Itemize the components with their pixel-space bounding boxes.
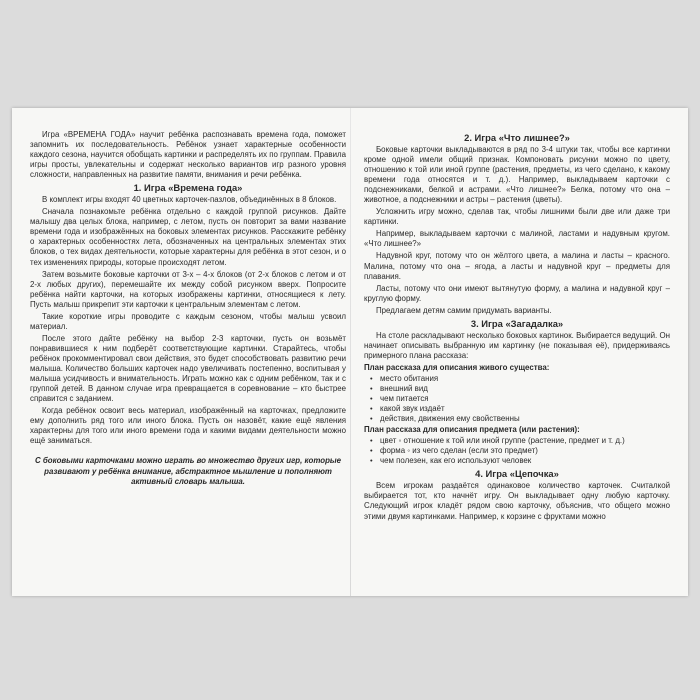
closing-note: С боковыми карточками можно играть во множество других игр, которые развивают у ребёнка внимание, абстрактное мышление и пополняют активный словарь малыша. — [34, 456, 342, 486]
game-2-paragraph-6: Предлагаем детям самим придумать варианты. — [376, 305, 552, 315]
plan-2-item — [364, 456, 670, 466]
plan-1-item-text: место обитания — [380, 373, 439, 383]
game-3-title: 3. Игра «Загадалка» — [470, 317, 564, 329]
plan-1-item-text: действия, движения ему свойственны — [380, 414, 520, 424]
game-4-paragraph-1: Всем игрокам раздаётся одинаковое количество карточек. Считалкой выбирается тот, кто начнёт игру. Он выкладывает одну любую карточку. Следующий игрок кладёт рядом свою карточку, объяснив, что общего можно этими двумя картинками. Например, к корзине с фруктами можно — [364, 481, 670, 521]
intro-paragraph: Игра «ВРЕМЕНА ГОДА» научит ребёнка распознавать времена года, поможет запомнить их последовательность. Ребёнок узнает характерные особенности каждого сезона, научится обобщать картинки и распределять их по группам. Правила игры просты, увлекательны и содержат несколько вариантов игр разного уровня сложности, направленных на развитие памяти, внимания и речи ребёнка. — [30, 130, 346, 180]
booklet-page — [12, 108, 688, 596]
bullet-icon: • — [370, 436, 373, 446]
game-2-title: 2. Игра «Что лишнее?» — [464, 132, 570, 143]
game-1-paragraph-6: Когда ребёнок освоит весь материал, изображённый на карточках, предложите ему дополнить ряд того или иного блока. Пусть он назовёт, какие ещё явления характерны для того или иного времени года и какими видами деятельности можно ещё заниматься. — [30, 406, 346, 446]
bullet-icon: • — [370, 394, 373, 404]
plan-1-item — [364, 414, 670, 424]
bullet-icon: • — [370, 414, 373, 424]
game-1-title: 1. Игра «Времена года» — [133, 182, 243, 194]
plan-2-item-text: форма ◦ из чего сделан (если это предмет) — [380, 446, 538, 456]
bullet-icon: • — [370, 446, 373, 456]
plan-1-item — [364, 374, 670, 384]
right-column — [364, 130, 670, 524]
game-2-paragraph-4: Надувной круг, потому что он жёлтого цвета, а малина и ласты – красного. Малина, потому что она – ягода, а ласты и надувной круг – предметы для плавания. — [364, 251, 670, 281]
plan-2-item — [364, 446, 670, 456]
bullet-icon: • — [370, 404, 373, 414]
left-column — [30, 130, 346, 489]
page-fold — [350, 108, 351, 596]
game-2-paragraph-5: Ласты, потому что они имеют вытянутую форму, а малина и надувной круг – круглую форму. — [364, 283, 670, 303]
game-1-paragraph-1: В комплект игры входят 40 цветных карточек-пазлов, объединённых в 8 блоков. — [42, 195, 337, 205]
plan-1-item-text: какой звук издаёт — [380, 404, 445, 414]
plan-2-title: План рассказа для описания предмета (или растения): — [364, 425, 580, 435]
game-1-paragraph-4: Такие короткие игры проводите с каждым сезоном, чтобы малыш усвоил материал. — [30, 311, 346, 331]
plan-1-item-text: внешний вид — [380, 383, 428, 393]
game-2-paragraph-2: Усложнить игру можно, сделав так, чтобы лишними были две или даже три картинки. — [364, 207, 670, 227]
plan-2-item-text: чем полезен, как его используют человек — [380, 456, 532, 466]
plan-1-item — [364, 394, 670, 404]
bullet-icon: • — [370, 383, 373, 393]
game-1-paragraph-2: Сначала познакомьте ребёнка отдельно с каждой группой рисунков. Дайте малышу два целых блока, например, с летом, пусть он повторит за вами название времени года и изображённых на боковых элементах рисунков. Расскажите ребёнку о характерных особенностях лета, обозначенных на центральных элементах этих блоков, о тех видах деятельности, которые характерны для ребёнка в этот сезон, и о тех изменениях природы, которые происходят летом. — [30, 207, 346, 267]
game-1-paragraph-5: После этого дайте ребёнку на выбор 2-3 карточки, пусть он возьмёт понравившиеся к ним подберёт соответствующие картинки. Старайтесь, чтобы ребёнок прокомментировал свои действия, это будет способствовать развитию речи малыша. Количество больших карточек надо увеличивать постепенно, воспитывая у малыша усидчивость и внимательность. Играть можно как с одним ребёнком, так и с группой детей. В данном случае игра превращается в соревнование – кто быстрее справится с заданием. — [30, 333, 346, 404]
plan-1-item-text: чем питается — [380, 394, 429, 404]
plan-1-item — [364, 384, 670, 394]
plan-2-item — [364, 436, 670, 446]
game-3-paragraph-1: На столе раскладывают несколько боковых картинок. Выбирается ведущий. Он начинает описывать выбранную им картинку (не показывая её), придерживаясь примерного плана рассказа: — [364, 330, 670, 360]
plan-1-item — [364, 404, 670, 414]
plan-1-title: План рассказа для описания живого существа: — [364, 362, 550, 372]
game-2-paragraph-1: Боковые карточки выкладываются в ряд по 3-4 штуки так, чтобы все картинки кроме одной имели общий признак. Компоновать рисунки можно по цвету, отношению к той или иной группе (растения, предметы, из чего сделано, к какому времени года относятся и т. д.). Например, выкладываем карточки с подснежниками, белкой и астрами. «Что лишнее?» Белка, потому что она – животное, а подснежники и астры – растения (цветы). — [364, 145, 670, 205]
game-4-title: 4. Игра «Цепочка» — [475, 468, 559, 480]
bullet-icon: • — [370, 456, 373, 466]
bullet-icon: • — [370, 373, 373, 383]
plan-2-item-text: цвет ◦ отношение к той или иной группе (растение, предмет и т. д.) — [380, 436, 625, 446]
game-2-paragraph-3: Например, выкладываем карточки с малиной, ластами и надувным кругом. «Что лишнее?» — [364, 229, 670, 249]
plan-1-list — [364, 374, 670, 424]
game-1-paragraph-3: Затем возьмите боковые карточки от 3-х – 4-х блоков (от 2-х блоков с летом и от 2-х любых других), перемешайте их между собой рисунком вверх. Попросите ребёнка найти карточки, на которых изображены картинки, относящиеся к лету. Пусть малыш прикрепит эти карточки к центральным элементам с летом. — [30, 269, 346, 309]
plan-2-list — [364, 436, 670, 466]
